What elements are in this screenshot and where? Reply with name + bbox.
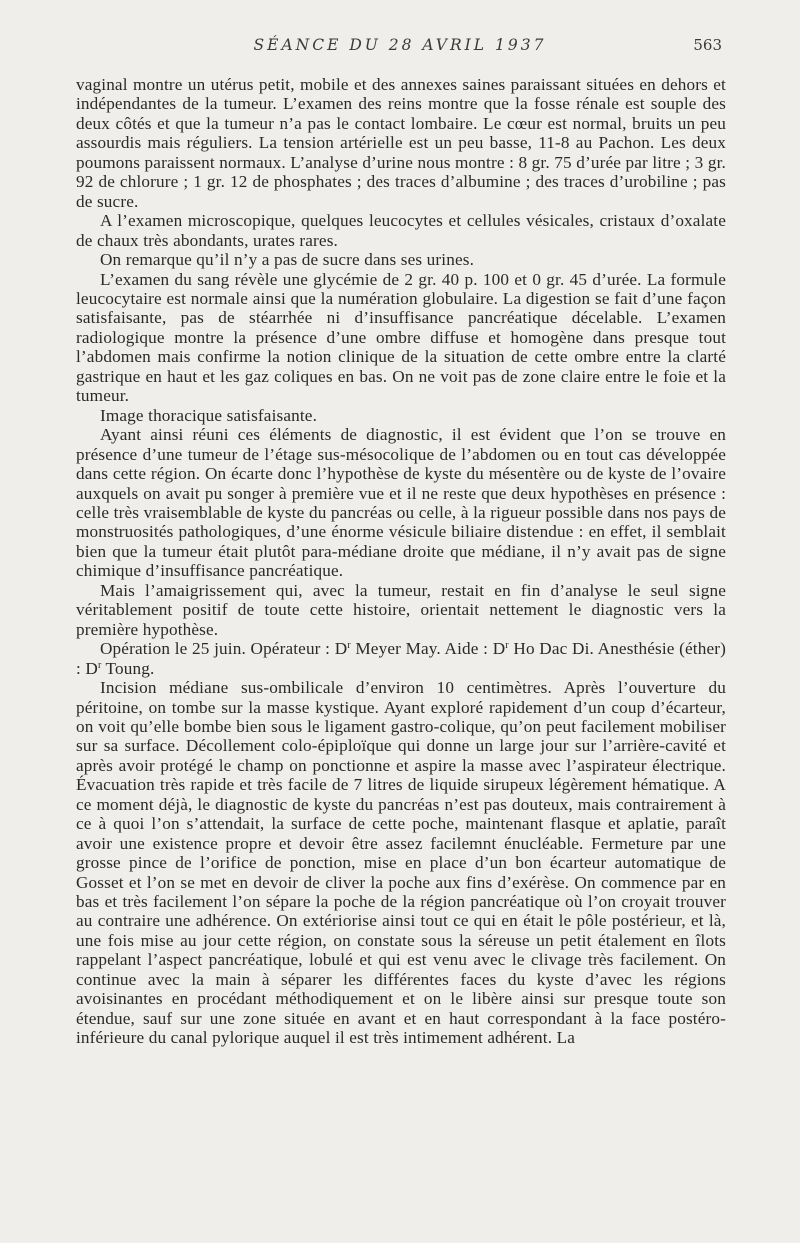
- paragraph-operation-team: [76, 639, 726, 678]
- paragraph-thoracic-image: Image thoracique satisfaisante.: [100, 405, 318, 425]
- operation-surgeon: Meyer May. Aide : D: [350, 639, 506, 659]
- paragraph-blood-exam: L’examen du sang révèle une glycémie de 2 gr. 40 p. 100 et 0 gr. 45 d’urée. La formule leucocytaire est normale ainsi que la numération globulaire. La digestion se fait d’une façon satisfaisante, pas de stéarrhée ni d’insuffisance pancréatique décelable. L’examen radiologique montre la présence d’une ombre diffuse et homogène dans presque tout l’abdomen mais confirme la notion clinique de la situation de cette ombre entre la clarté gastrique en haut et les gaz coliques en bas. On ne voit pas de zone claire entre le foie et la tumeur.: [76, 269, 726, 406]
- operation-anesthetist: Toung.: [101, 658, 155, 678]
- title-superscript: r: [97, 659, 102, 671]
- title-superscript: r: [347, 640, 351, 652]
- paragraph-weight-loss: Mais l’amaigrissement qui, avec la tumeur, restait en fin d’analyse le seul signe véritablement positif de toute cette histoire, orientait nettement le diagnostic vers la première hypothèse.: [76, 580, 726, 639]
- running-head: [0, 36, 800, 58]
- title-superscript: r: [505, 640, 509, 652]
- page-number: 563: [693, 36, 722, 54]
- body-text: [76, 75, 726, 1048]
- paragraph-diagnosis: Ayant ainsi réuni ces éléments de diagnostic, il est évident que l’on se trouve en présence d’une tumeur de l’étage sus-mésocolique de l’abdomen ou en tout cas développée dans cette région. On écarte donc l’hypothèse de kyste du mésentère ou de kyste de l’ovaire auxquels on avait pu songer à première vue et il ne reste que deux hypothèses en présence : celle très vraisemblable de kyste du pancréas ou celle, à la rigueur possible dans nos pays de monstruosités pathologiques, d’une énorme vésicule biliaire distendue : en effet, il semblait bien que la tumeur était plutôt para-médiane droite que médiane, il n’y avait pas de signe chimique d’insuffisance pancréatique.: [76, 425, 726, 581]
- paragraph-incision: Incision médiane sus-ombilicale d’environ 10 centimètres. Après l’ouverture du péritoine, on tombe sur la masse kystique. Ayant exploré rapidement d’un coup d’écarteur, on voit qu’elle bombe bien sous le ligament gastro-colique, qu’on peut facilement mobiliser sur sa surface. Décollement colo-épiploïque qui donne un large jour sur l’arrière-cavité et après avoir protégé le champ on ponctionne et aspire la masse avec l’aspirateur électrique. Évacuation très rapide et très facile de 7 litres de liquide sirupeux légèrement hématique. A ce moment déjà, le diagnostic de kyste du pancréas n’est pas douteux, mais contrairement à ce à quoi l’on s’attendait, la surface de cette poche, maintenant flasque et aplatie, paraît avoir une existence propre et devoir être assez facilemnt énucléable. Fermeture par une grosse pince de l’orifice de ponction, mise en place d’un bon écarteur automatique de Gosset et l’on se met en devoir de cliver la poche aux fins d’exérèse. On commence par en bas et très facilement l’on sépare la poche de la région pancréatique où l’on croyait trouver au contraire une adhérence. On extériorise ainsi tout ce qui en était le pôle postérieur, et là, une fois mise au jour cette région, on constate sous la séreuse un petit étalement en îlots rappelant l’aspect pancréatique, lobulé et qui est venu avec le clivage très facilement. On continue avec la main à séparer les différentes faces du kyste d’avec les régions avoisinantes en procédant méthodiquement et on le libère ainsi sur presque toute son étendue, sauf sur une zone située en avant et en haut correspondant à la face postéro-inférieure du canal pylorique auquel il est très intimement adhérent. La: [76, 678, 726, 1048]
- operation-date: Opération le 25 juin. Opérateur : D: [100, 639, 348, 659]
- paragraph-microscopy: A l’examen microscopique, quelques leucocytes et cellules vésicales, cristaux d’oxalate de chaux très abondants, urates rares.: [76, 211, 726, 250]
- running-title: SÉANCE DU 28 AVRIL 1937: [253, 36, 547, 54]
- operation-assistant: Ho Dac Di. Anesthésie (éther) : D: [76, 639, 727, 678]
- paragraph-exam-findings: vaginal montre un utérus petit, mobile et des annexes saines paraissant situées en dehors et indépendantes de la tumeur. L’examen des reins montre que la fosse rénale est souple des deux côtés et que la tumeur n’a pas le contact lombaire. Le cœur est normal, bruits un peu assourdis mais réguliers. La tension artérielle est un peu basse, 11-8 au Pachon. Les deux poumons paraissent normaux. L’analyse d’urine nous montre : 8 gr. 75 d’urée par litre ; 3 gr. 92 de chlorure ; 1 gr. 12 de phosphates ; des traces d’albumine ; des traces d’urobiline ; pas de sucre.: [76, 75, 726, 211]
- paragraph-no-sugar: On remarque qu’il n’y a pas de sucre dans ses urines.: [100, 250, 475, 270]
